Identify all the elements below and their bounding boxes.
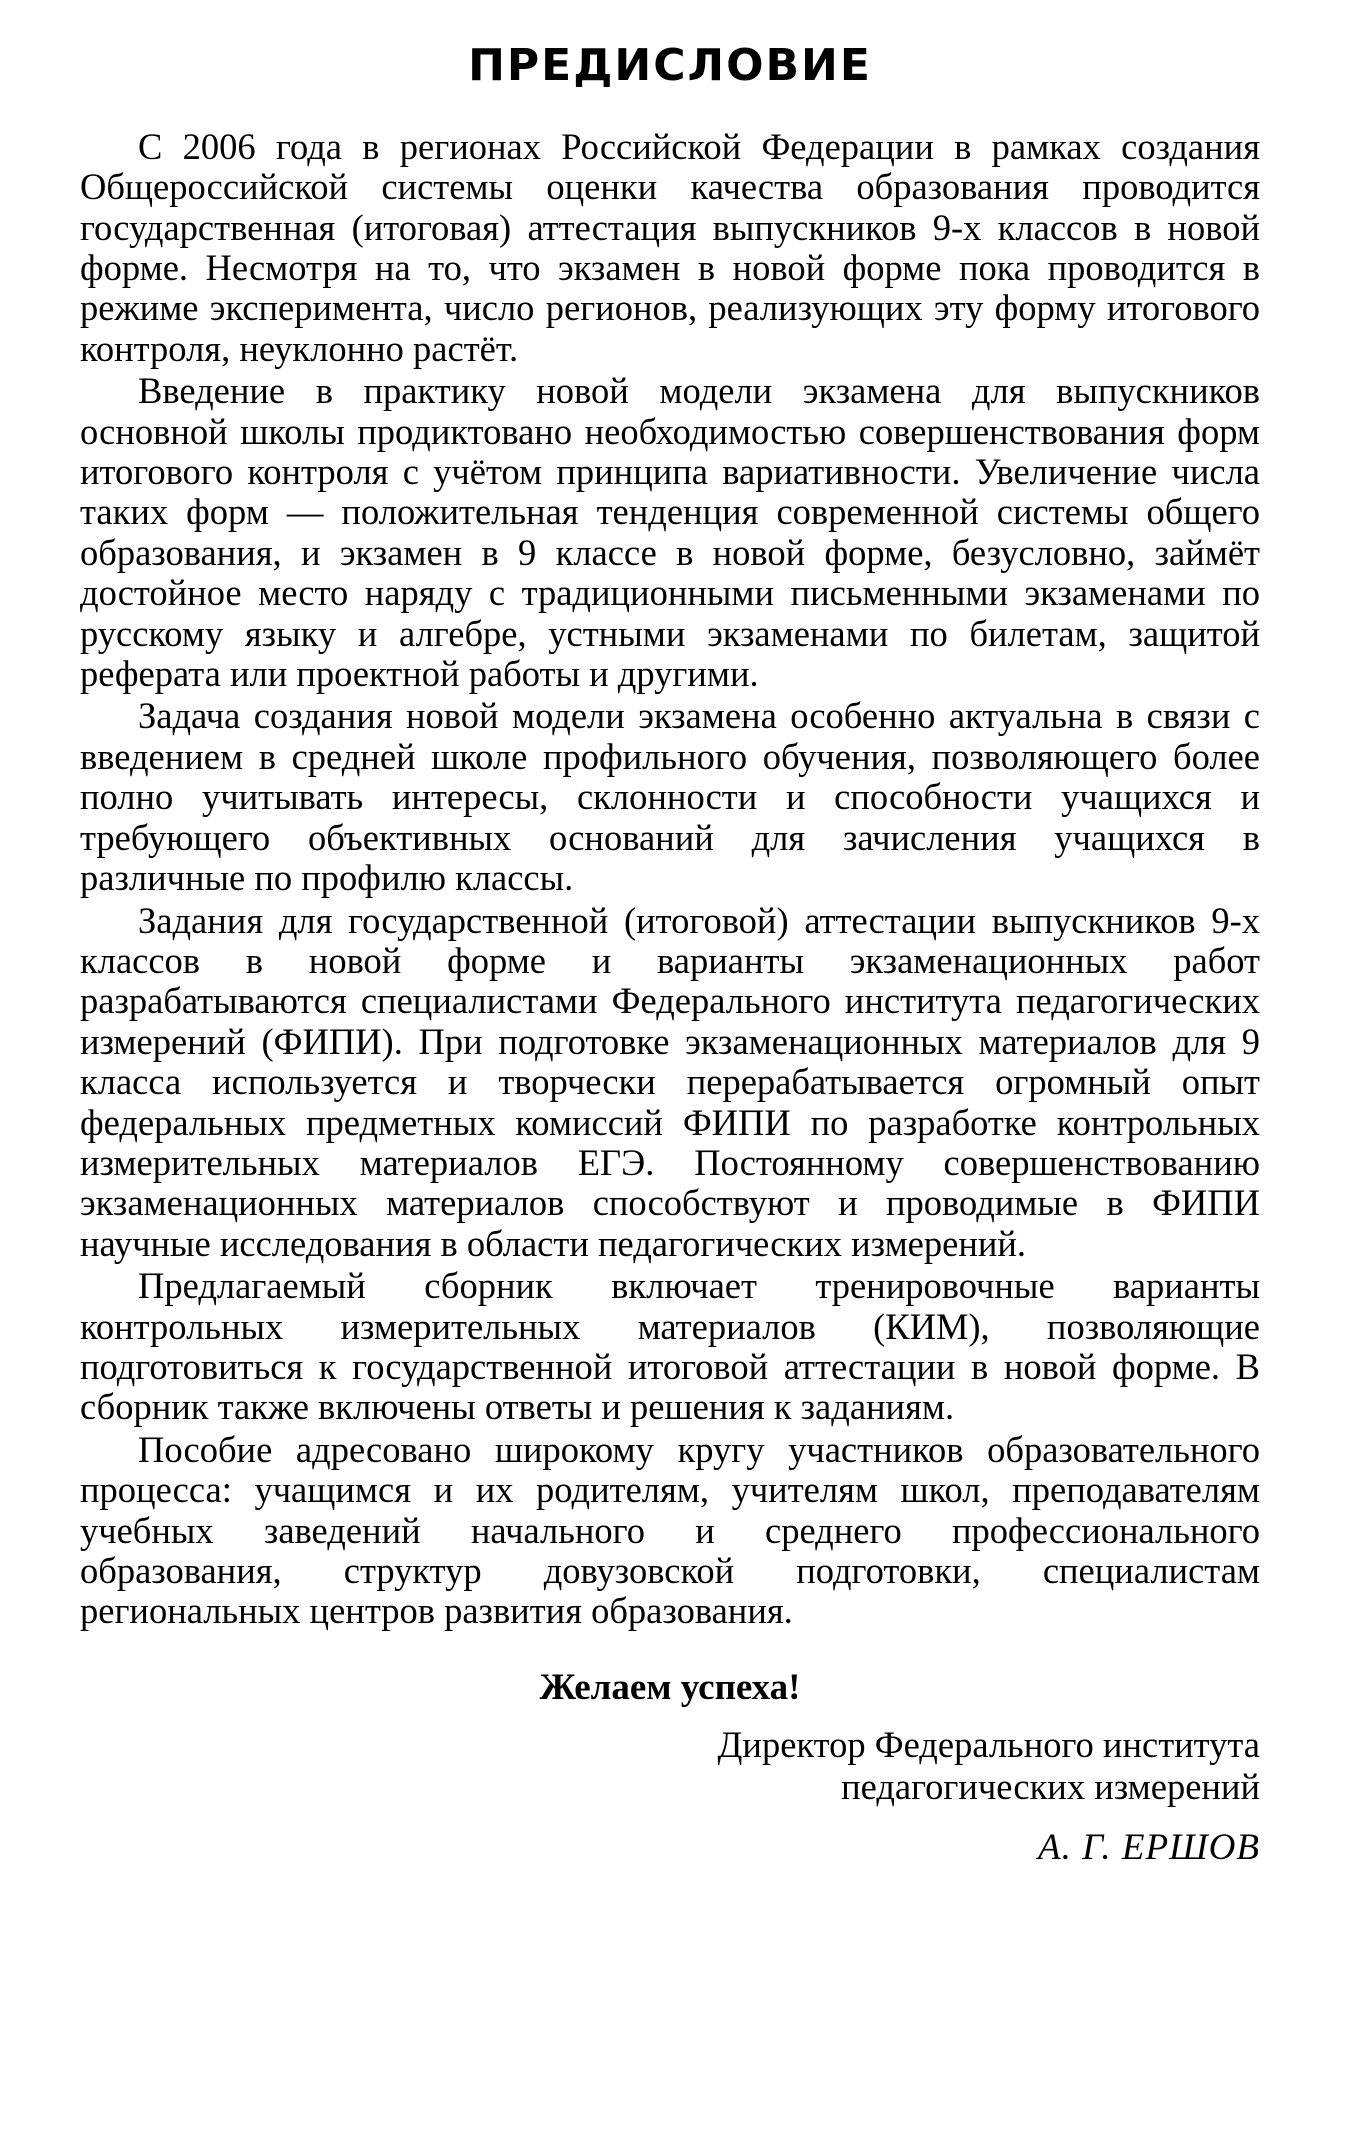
paragraph-2: Введение в практику новой модели экзамена для выпускников основной школы продиктовано необходимостью совершенствования форм итогового контроля с учётом принципа вариативности. Увеличение числа таких форм — положительная тенденция современной системы общего образования, и экзамен в 9 классе в новой форме, безусловно, займёт достойное место наряду с традиционными письменными экзаменами по русскому языку и алгебре, устными экзаменами по билетам, защитой реферата или проектной работы и другими. bbox=[80, 370, 1260, 695]
director-title-line-2: педагогических измерений bbox=[841, 1766, 1260, 1808]
paragraph-4: Задания для государственной (итоговой) аттестации выпускников 9-х классов в новой форме и варианты экзаменационных работ разрабатываются специалистами Федерального института педагогических измерений (ФИПИ). При подготовке экзаменационных материалов для 9 класса используется и творчески перерабатывается огромный опыт федеральных предметных комиссий ФИПИ по разработке контрольных измерительных материалов ЕГЭ. Постоянному совершенствованию экзаменационных материалов способствуют и проводимые в ФИПИ научные исследования в области педагогических измерений. bbox=[80, 899, 1260, 1264]
paragraph-6: Пособие адресовано широкому кругу участников образовательного процесса: учащимся и их родителям, учителям школ, преподавателям учебных заведений начального и среднего профессионального образования, структур довузовской подготовки, специалистам региональных центров развития образования. bbox=[80, 1428, 1260, 1632]
director-title-line-1: Директор Федерального института bbox=[717, 1724, 1260, 1766]
author-signature: А. Г. ЕРШОВ bbox=[1038, 1827, 1260, 1869]
paragraph-1: С 2006 года в регионах Российской Федерации в рамках создания Общероссийской системы оценки качества образования проводится государственная (итоговая) аттестация выпускников 9-х классов в новой форме. Несмотря на то, что экзамен в новой форме пока проводится в режиме эксперимента, число регионов, реализующих эту форму итогового контроля, неуклонно растёт. bbox=[80, 125, 1260, 369]
director-block bbox=[80, 1724, 1260, 1808]
paragraph-5: Предлагаемый сборник включает тренировочные варианты контрольных измерительных материалов (КИМ), позволяющие подготовиться к государственной итоговой аттестации в новой форме. В сборник также включены ответы и решения к заданиям. bbox=[80, 1265, 1260, 1428]
page-title: ПРЕДИСЛОВИЕ bbox=[468, 40, 872, 91]
document-page bbox=[80, 40, 1260, 1869]
closing-wish: Желаем успеха! bbox=[539, 1666, 801, 1708]
paragraph-3: Задача создания новой модели экзамена особенно актуальна в связи с введением в средней школе профильного обучения, позволяющего более полно учитывать интересы, склонности и способности учащихся и требующего объективных оснований для зачисления учащихся в различные по профилю классы. bbox=[80, 695, 1260, 899]
